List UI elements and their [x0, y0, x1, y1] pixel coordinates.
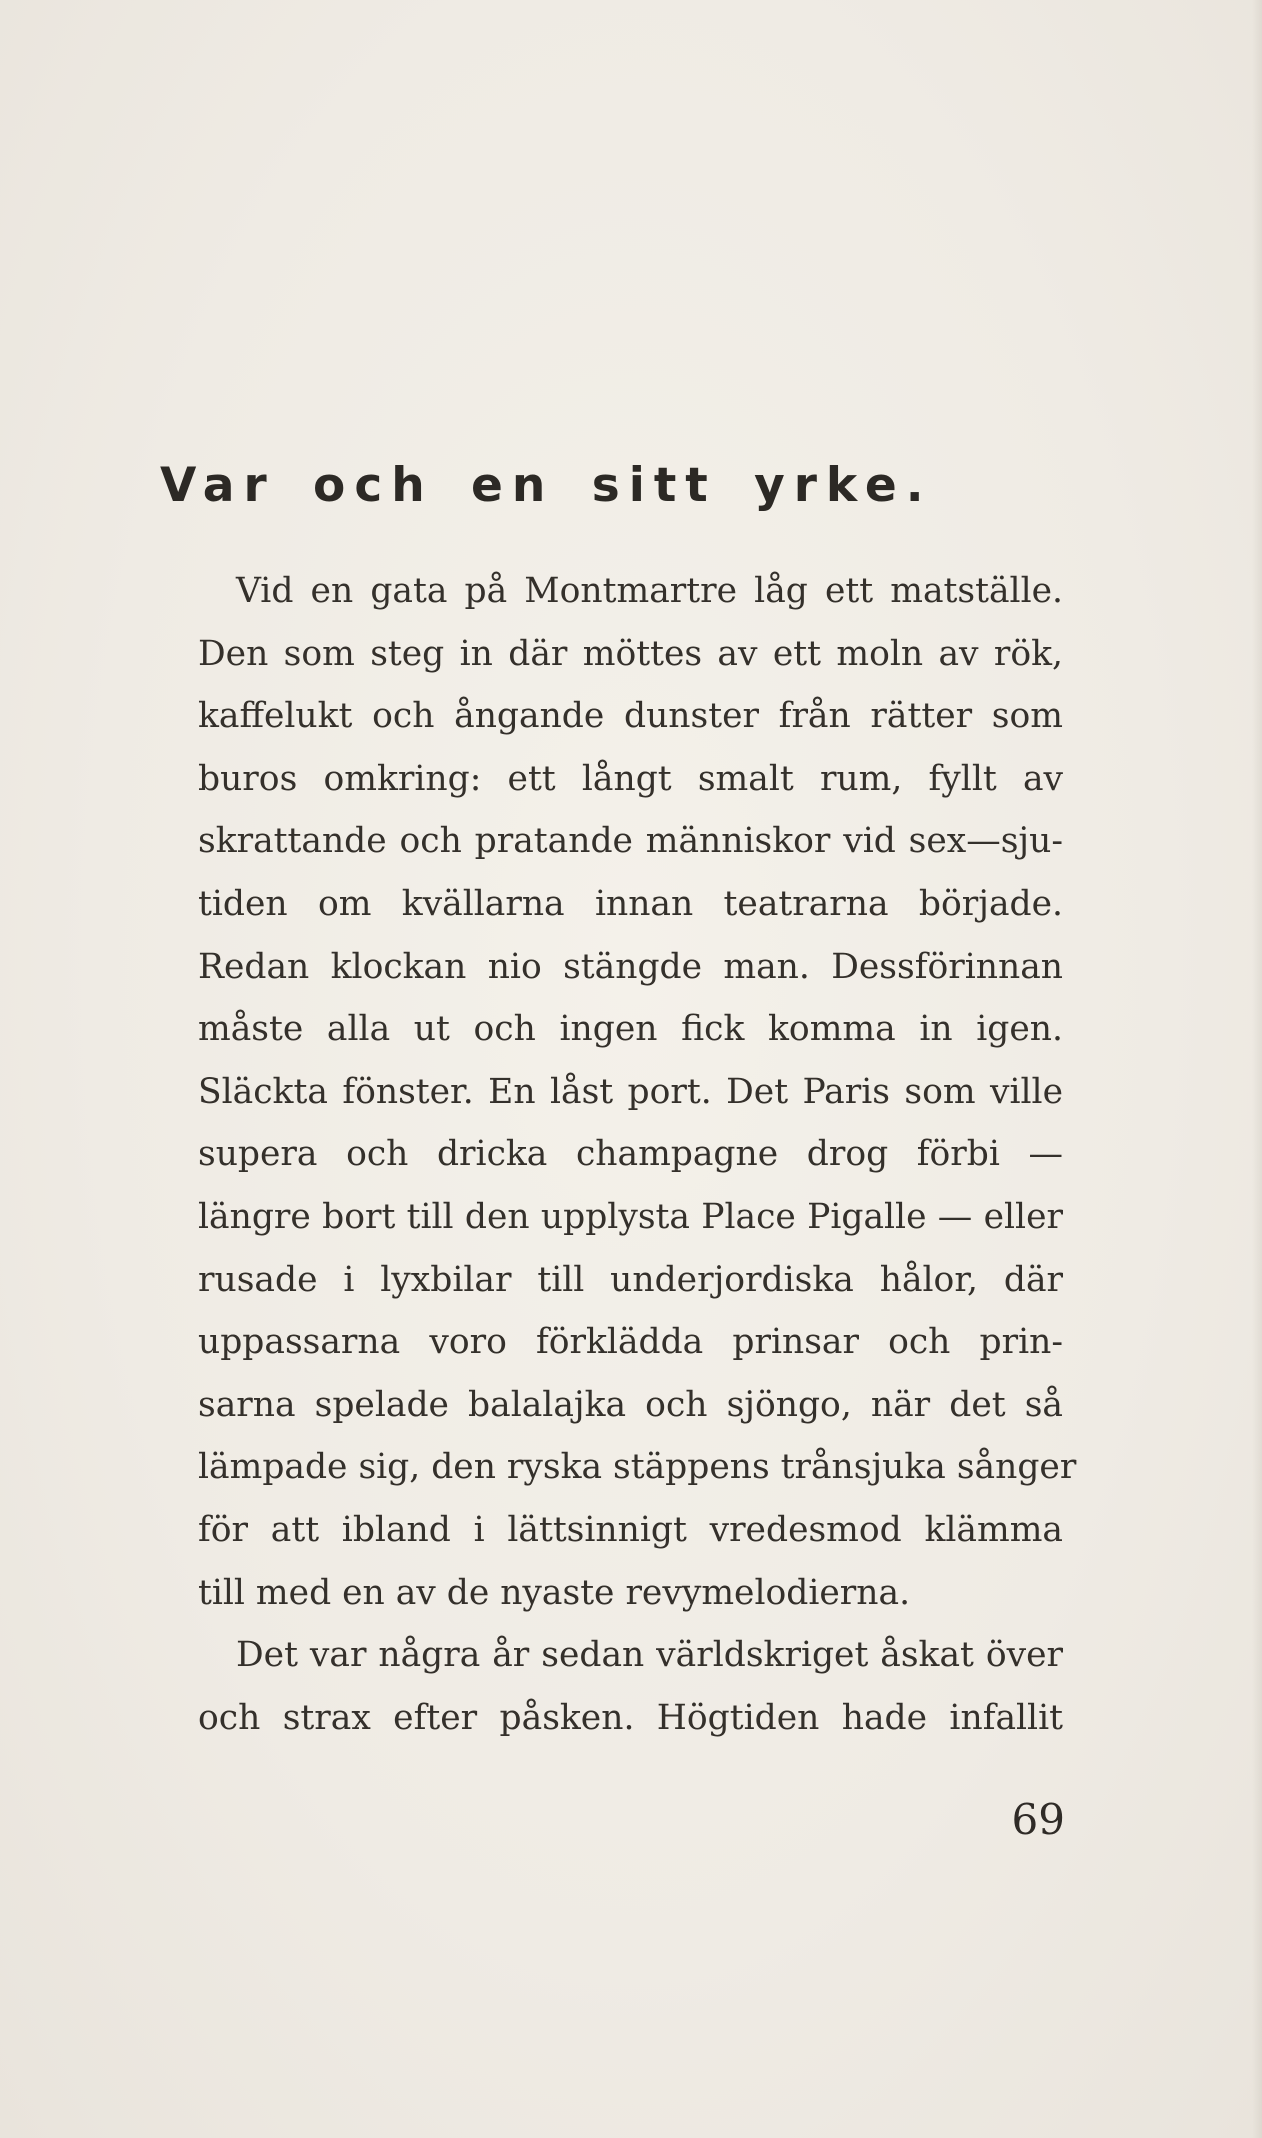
text-line: sarna spelade balalajka och sjöngo, när det så [198, 1384, 1063, 1425]
text-line: Vid en gata på Montmartre låg ett matställe. [236, 571, 1063, 611]
text-line: till med en av de nyaste revymelodierna. [198, 1572, 911, 1613]
text-line: Den som steg in där möttes av ett moln av rök, [198, 633, 1063, 674]
text-line: tiden om kvällarna innan teatrarna började. [198, 883, 1063, 924]
paragraph-1 [158, 560, 1077, 1624]
text-line: Det var några år sedan världskriget åskat över [236, 1635, 1063, 1676]
text-line: Släckta fönster. En låst port. Det Paris som ville [198, 1071, 1063, 1112]
text-line: supera och dricka champagne drog förbi — [198, 1134, 1063, 1175]
text-line: Redan klockan nio stängde man. Dessförinnan [198, 946, 1063, 987]
text-line: lämpade sig, den ryska stäppens trånsjuka sånger [198, 1447, 1077, 1488]
text-line: rusade i lyxbilar till underjordiska hålor, där [198, 1259, 1063, 1300]
text-line: uppassarna voro förklädda prinsar och prin- [198, 1322, 1063, 1363]
chapter-title: Var och en sitt yrke. [160, 458, 933, 513]
body-text [158, 560, 1077, 1749]
text-line: buros omkring: ett långt smalt rum, fyllt av [198, 758, 1063, 799]
text-line: och strax efter påsken. Högtiden hade infallit [198, 1697, 1063, 1738]
page-number: 69 [1011, 1795, 1065, 1844]
text-line: skrattande och pratande människor vid sex—sju- [198, 821, 1063, 862]
text-line: kaffelukt och ångande dunster från rätter som [198, 696, 1063, 737]
text-line: måste alla ut och ingen fick komma in igen. [198, 1009, 1063, 1050]
page-edge-shadow [1252, 0, 1262, 2138]
text-line: längre bort till den upplysta Place Pigalle — eller [198, 1196, 1063, 1237]
text-line: för att ibland i lättsinnigt vredesmod klämma [198, 1509, 1063, 1550]
paragraph-2 [158, 1624, 1063, 1749]
